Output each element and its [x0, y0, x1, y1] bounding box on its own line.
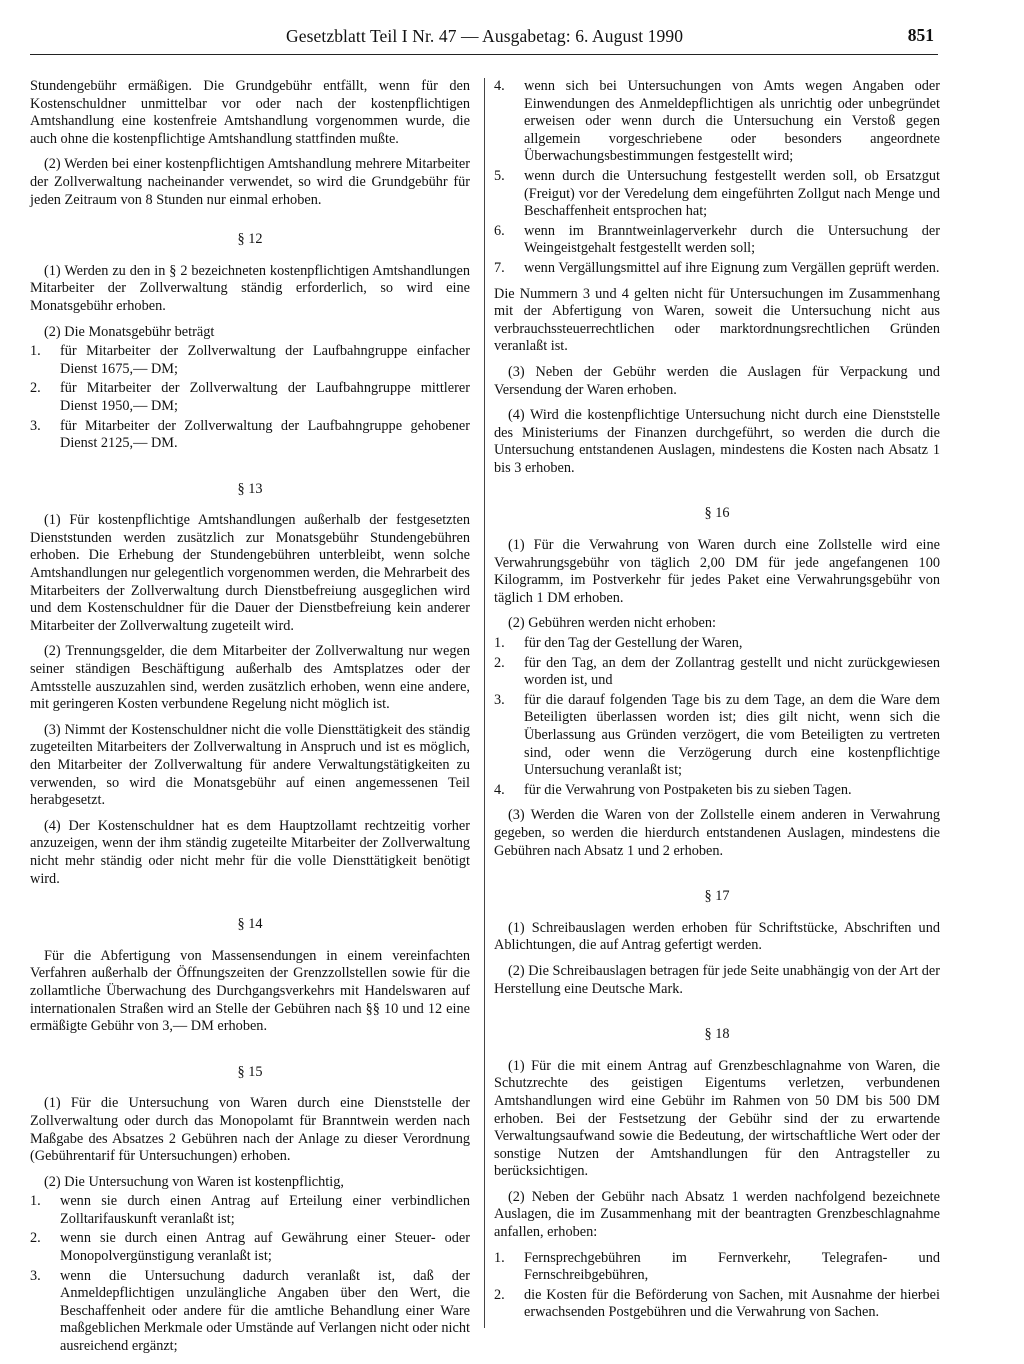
list-item — [30, 418, 470, 453]
paragraph-continuation: Stundengebühr ermäßigen. Die Grundgebühr entfällt, wenn für den Kostenschuldner unmittelbar vor oder nach der kostenpflichtigen Amtshandlung eine kostenfreie Amtshandlung vorgenommen wurde, die auch ohne die kostenpflichtige Amtshandlung stattfinden mußte. — [30, 78, 470, 147]
list-item — [494, 260, 940, 278]
list-item — [494, 635, 940, 653]
section-heading-16: § 16 — [704, 505, 730, 522]
list-item-text: für die darauf folgenden Tage bis zu dem Tage, an dem die Ware dem Beteiligten überlassen worden ist; dies gilt nicht, wenn sich die Überlassung aus Gründen verzögert, die vom Beteiligten zu vertreten sind, oder wenn die Verzögerung durch eine kostenpflichtige Untersuchung veranlaßt ist; — [524, 691, 940, 779]
section-heading-18: § 18 — [704, 1026, 730, 1043]
section-heading-13: § 13 — [237, 480, 263, 497]
list-item-text: die Kosten für die Beförderung von Sachen, mit Ausnahme der hierbei erwachsenden Postgebühren und die Verwahrung von Sachen. — [524, 1286, 940, 1321]
list-item-number: 4. — [494, 781, 505, 798]
paragraph: (3) Neben der Gebühr werden die Auslagen für Verpackung und Versendung der Waren erhoben. — [494, 363, 940, 398]
list-item-text: wenn die Untersuchung dadurch veranlaßt ist, daß der Anmeldepflichtigen unzulängliche Angaben über den Wert, die Beschaffenheit oder andere für die amtliche Behandlung einer Ware maßgeblichen Merkmale oder Umstände auf Verlangen nicht oder nicht ausreichend ergänzt; — [60, 1267, 470, 1355]
paragraph: (1) Werden zu den in § 2 bezeichneten kostenpflichtigen Amtshandlungen Mitarbeiter der Zollverwaltung ständig erforderlich, so wird eine Monatsgebühr erhoben. — [30, 262, 470, 314]
list-s18 — [494, 1250, 940, 1322]
page-number: 851 — [907, 25, 934, 45]
list-s16 — [494, 635, 940, 799]
paragraph: (2) Die Schreibauslagen betragen für jede Seite unabhängig von der Art der Herstellung eine Deutsche Mark. — [494, 962, 940, 997]
paragraph: (4) Wird die kostenpflichtige Untersuchung nicht durch eine Dienststelle des Ministeriums der Finanzen durchgeführt, so werden die durch die Untersuchung entstandenen Auslagen, mindestens die Kosten nach Absatz 1 bis 3 erhoben. — [494, 407, 940, 476]
list-item-number: 1. — [30, 343, 41, 360]
page-header — [30, 24, 938, 55]
column-divider — [484, 78, 485, 1328]
list-item-number: 1. — [494, 1249, 505, 1266]
list-item-text: wenn durch die Untersuchung festgestellt werden soll, ob Ersatzgut (Freigut) vor der Veredelung dem eingeführten Zollgut nach Menge und Beschaffenheit entsprochen hat; — [524, 167, 940, 220]
list-item-number: 2. — [494, 654, 505, 671]
list-item-number: 6. — [494, 222, 505, 239]
paragraph: Die Nummern 3 und 4 gelten nicht für Untersuchungen im Zusammenhang mit der Abfertigung von Waren, soweit die Untersuchung nicht aus verbrauchssteuerrechtlichen oder marktordnungsrechtlichen Gründen veranlaßt ist. — [494, 285, 940, 355]
list-item-text: wenn Vergällungsmittel auf ihre Eignung zum Vergällen geprüft werden. — [524, 259, 940, 276]
list-item-text: Fernsprechgebühren im Fernverkehr, Telegrafen- und Fernschreibgebühren, — [524, 1249, 940, 1284]
paragraph: (2) Werden bei einer kostenpflichtigen Amtshandlung mehrere Mitarbeiter der Zollverwaltung nacheinander verwendet, so wird die Grundgebühr für jeden Zeitraum von 8 Stunden nur einmal erhoben. — [30, 156, 470, 208]
paragraph: (1) Schreibauslagen werden erhoben für Schriftstücke, Abschriften und Ablichtungen, die auf Antrag gefertigt werden. — [494, 919, 940, 954]
paragraph: (1) Für die Untersuchung von Waren durch eine Dienststelle der Zollverwaltung oder durch das Monopolamt für Branntwein werden nach Maßgabe des Absatzes 2 Gebühren nach der Anlage zu dieser Verordnung (Gebührentarif für Untersuchungen) erhoben. — [30, 1095, 470, 1165]
paragraph: (1) Für die Verwahrung von Waren durch eine Zollstelle wird eine Verwahrungsgebühr von täglich 2,00 DM für jede angefangenen 100 Kilogramm, im Postverkehr für jedes Paket eine Verwahrungsgebühr von täglich 1 DM erhoben. — [494, 537, 940, 606]
list-item-text: für Mitarbeiter der Zollverwaltung der Laufbahngruppe mittlerer Dienst 1950,— DM; — [60, 380, 470, 414]
paragraph: (3) Werden die Waren von der Zollstelle einem anderen in Verwahrung gegeben, so werden die hierdurch entstandenen Auslagen, mindestens die Gebühren nach Absatz 1 und 2 erhoben. — [494, 807, 940, 859]
list-item-number: 4. — [494, 78, 505, 94]
right-column — [494, 78, 940, 1330]
list-item-text: wenn sie durch einen Antrag auf Gewährung einer Steuer- oder Monopolvergünstigung veranlaßt ist; — [60, 1230, 470, 1265]
list-item — [494, 782, 940, 800]
paragraph: (4) Der Kostenschuldner hat es dem Hauptzollamt rechtzeitig vorher anzuzeigen, wenn der ihm ständig zugeteilte Mitarbeiter der Zollverwaltung nicht mehr ständig oder nicht mehr für die volle Diensttätigkeit benötigt wird. — [30, 817, 470, 887]
list-item-number: 3. — [494, 691, 505, 708]
paragraph: Für die Abfertigung von Massensendungen in einem vereinfachten Verfahren außerhalb der Öffnungszeiten der Grenzzollstellen sowie für die zollamtliche Überwachung des Durchgangsverkehrs mit Handelswaren auf internationalen Straßen wird an Stelle der Gebühren nach §§ 10 und 12 eine ermäßigte Gebühr von 3,— DM erhoben. — [30, 947, 470, 1035]
list-item-text: für die Verwahrung von Postpaketen bis zu sieben Tagen. — [524, 781, 852, 798]
paragraph: (3) Nimmt der Kostenschuldner nicht die volle Diensttätigkeit des ständig zugeteilten Mitarbeiters der Zollverwaltung in Anspruch und ist es möglich, den Mitarbeiter der Zollverwaltung für andere Verwaltungstätigkeiten zu verwenden, so wird die Monatsgebühr auf einen angemessenen Teil herabgesetzt. — [30, 721, 470, 809]
list-item-number: 1. — [494, 635, 505, 652]
list-item-number: 3. — [30, 417, 41, 434]
section-heading-15: § 15 — [237, 1063, 263, 1080]
section-heading-17: § 17 — [704, 888, 730, 905]
list-item-text: für den Tag, an dem der Zollantrag gestellt und nicht zurückgewiesen worden ist, und — [524, 654, 940, 689]
list-item — [30, 1193, 470, 1228]
list-item-number: 2. — [494, 1286, 505, 1303]
list-item-text: für den Tag der Gestellung der Waren, — [524, 635, 743, 652]
list-item — [494, 78, 940, 166]
paragraph: (1) Für kostenpflichtige Amtshandlungen außerhalb der festgesetzten Dienststunden werden zusätzlich zur Monatsgebühr Stundengebühren erhoben. Die Erhebung der Stundengebühren unterbleibt, wenn solche Amtshandlungen nur gelegentlich vorgenommen werden, die Mehrarbeit des Mitarbeiters der Zollverwaltung durch Dienstbefreiung ausgeglichen wird und dem Kostenschuldner für die Dauer der Dienstbefreiung kein anderer Mitarbeiter der Zollverwaltung zugeteilt wird. — [30, 512, 470, 634]
list-s15-continued — [494, 78, 940, 278]
list-item-number: 2. — [30, 380, 41, 397]
list-item — [494, 1287, 940, 1322]
paragraph: (2) Trennungsgelder, die dem Mitarbeiter der Zollverwaltung nur wegen seiner ständigen Beschäftigung außerhalb des Amtsplatzes oder der Amtsstelle auszuzahlen sind, werden zusätzlich erhoben, wenn eine andere, mit geringeren Kosten verbundene Regelung nicht möglich ist. — [30, 643, 470, 713]
list-item — [30, 380, 470, 415]
list-item-text: für Mitarbeiter der Zollverwaltung der Laufbahngruppe einfacher Dienst 1675,— DM; — [60, 343, 470, 377]
paragraph: (2) Die Untersuchung von Waren ist kostenpflichtig, — [44, 1173, 344, 1190]
section-heading-12: § 12 — [237, 231, 263, 248]
list-item-text: wenn sie durch einen Antrag auf Erteilung einer verbindlichen Zolltarifauskunft veranlaßt ist; — [60, 1193, 470, 1227]
list-item-number: 1. — [30, 1193, 41, 1210]
paragraph: (2) Die Monatsgebühr beträgt — [44, 323, 215, 340]
list-item-text: wenn sich bei Untersuchungen von Amts wegen Angaben oder Einwendungen des Anmeldepflichtigen als unrichtig oder unbegründet erweisen oder wenn durch die Untersuchung ein Verstoß gegen allgemein vorgeschriebene oder besonders angeordnete Überwachungsbestimmungen festgestellt wird; — [524, 78, 940, 165]
list-item — [494, 223, 940, 258]
list-s12 — [30, 343, 470, 453]
list-item-number: 3. — [30, 1267, 41, 1284]
list-s15 — [30, 1193, 470, 1355]
section-heading-14: § 14 — [237, 916, 263, 933]
list-item — [494, 168, 940, 221]
list-item — [30, 1268, 470, 1356]
list-item — [30, 343, 470, 378]
left-column — [30, 78, 470, 1364]
paragraph: (2) Gebühren werden nicht erhoben: — [508, 615, 717, 632]
list-item — [494, 1250, 940, 1285]
list-item-text: für Mitarbeiter der Zollverwaltung der Laufbahngruppe gehobener Dienst 2125,— DM. — [60, 417, 470, 452]
paragraph: (1) Für die mit einem Antrag auf Grenzbeschlagnahme von Waren, die Schutzrechte des geistigen Eigentums verletzen, verbundenen Amtshandlungen wird eine Gebühr im Rahmen von 50 DM bis 500 DM erhoben. Bei der Festsetzung der Gebühr sind der zu erwartende Verwaltungsaufwand sowie die Bedeutung, der wirtschaftliche Wert oder der sonstige Nutzen der Amtshandlungen für den Antragsteller zu berücksichtigen. — [494, 1057, 940, 1180]
list-item-number: 7. — [494, 259, 505, 276]
list-item — [494, 655, 940, 690]
list-item-number: 5. — [494, 167, 505, 184]
header-title: Gesetzblatt Teil I Nr. 47 — Ausgabetag: 6. August 1990 — [286, 26, 684, 46]
list-item — [30, 1230, 470, 1265]
paragraph: (2) Neben der Gebühr nach Absatz 1 werden nachfolgend bezeichnete Auslagen, die im Zusammenhang mit der beantragten Grenzbeschlagnahme anfallen, erhoben: — [494, 1188, 940, 1241]
list-item-text: wenn im Branntweinlagerverkehr durch die Untersuchung der Weingeistgehalt festgestellt werden soll; — [524, 222, 940, 257]
list-item-number: 2. — [30, 1230, 41, 1247]
list-item — [494, 692, 940, 780]
